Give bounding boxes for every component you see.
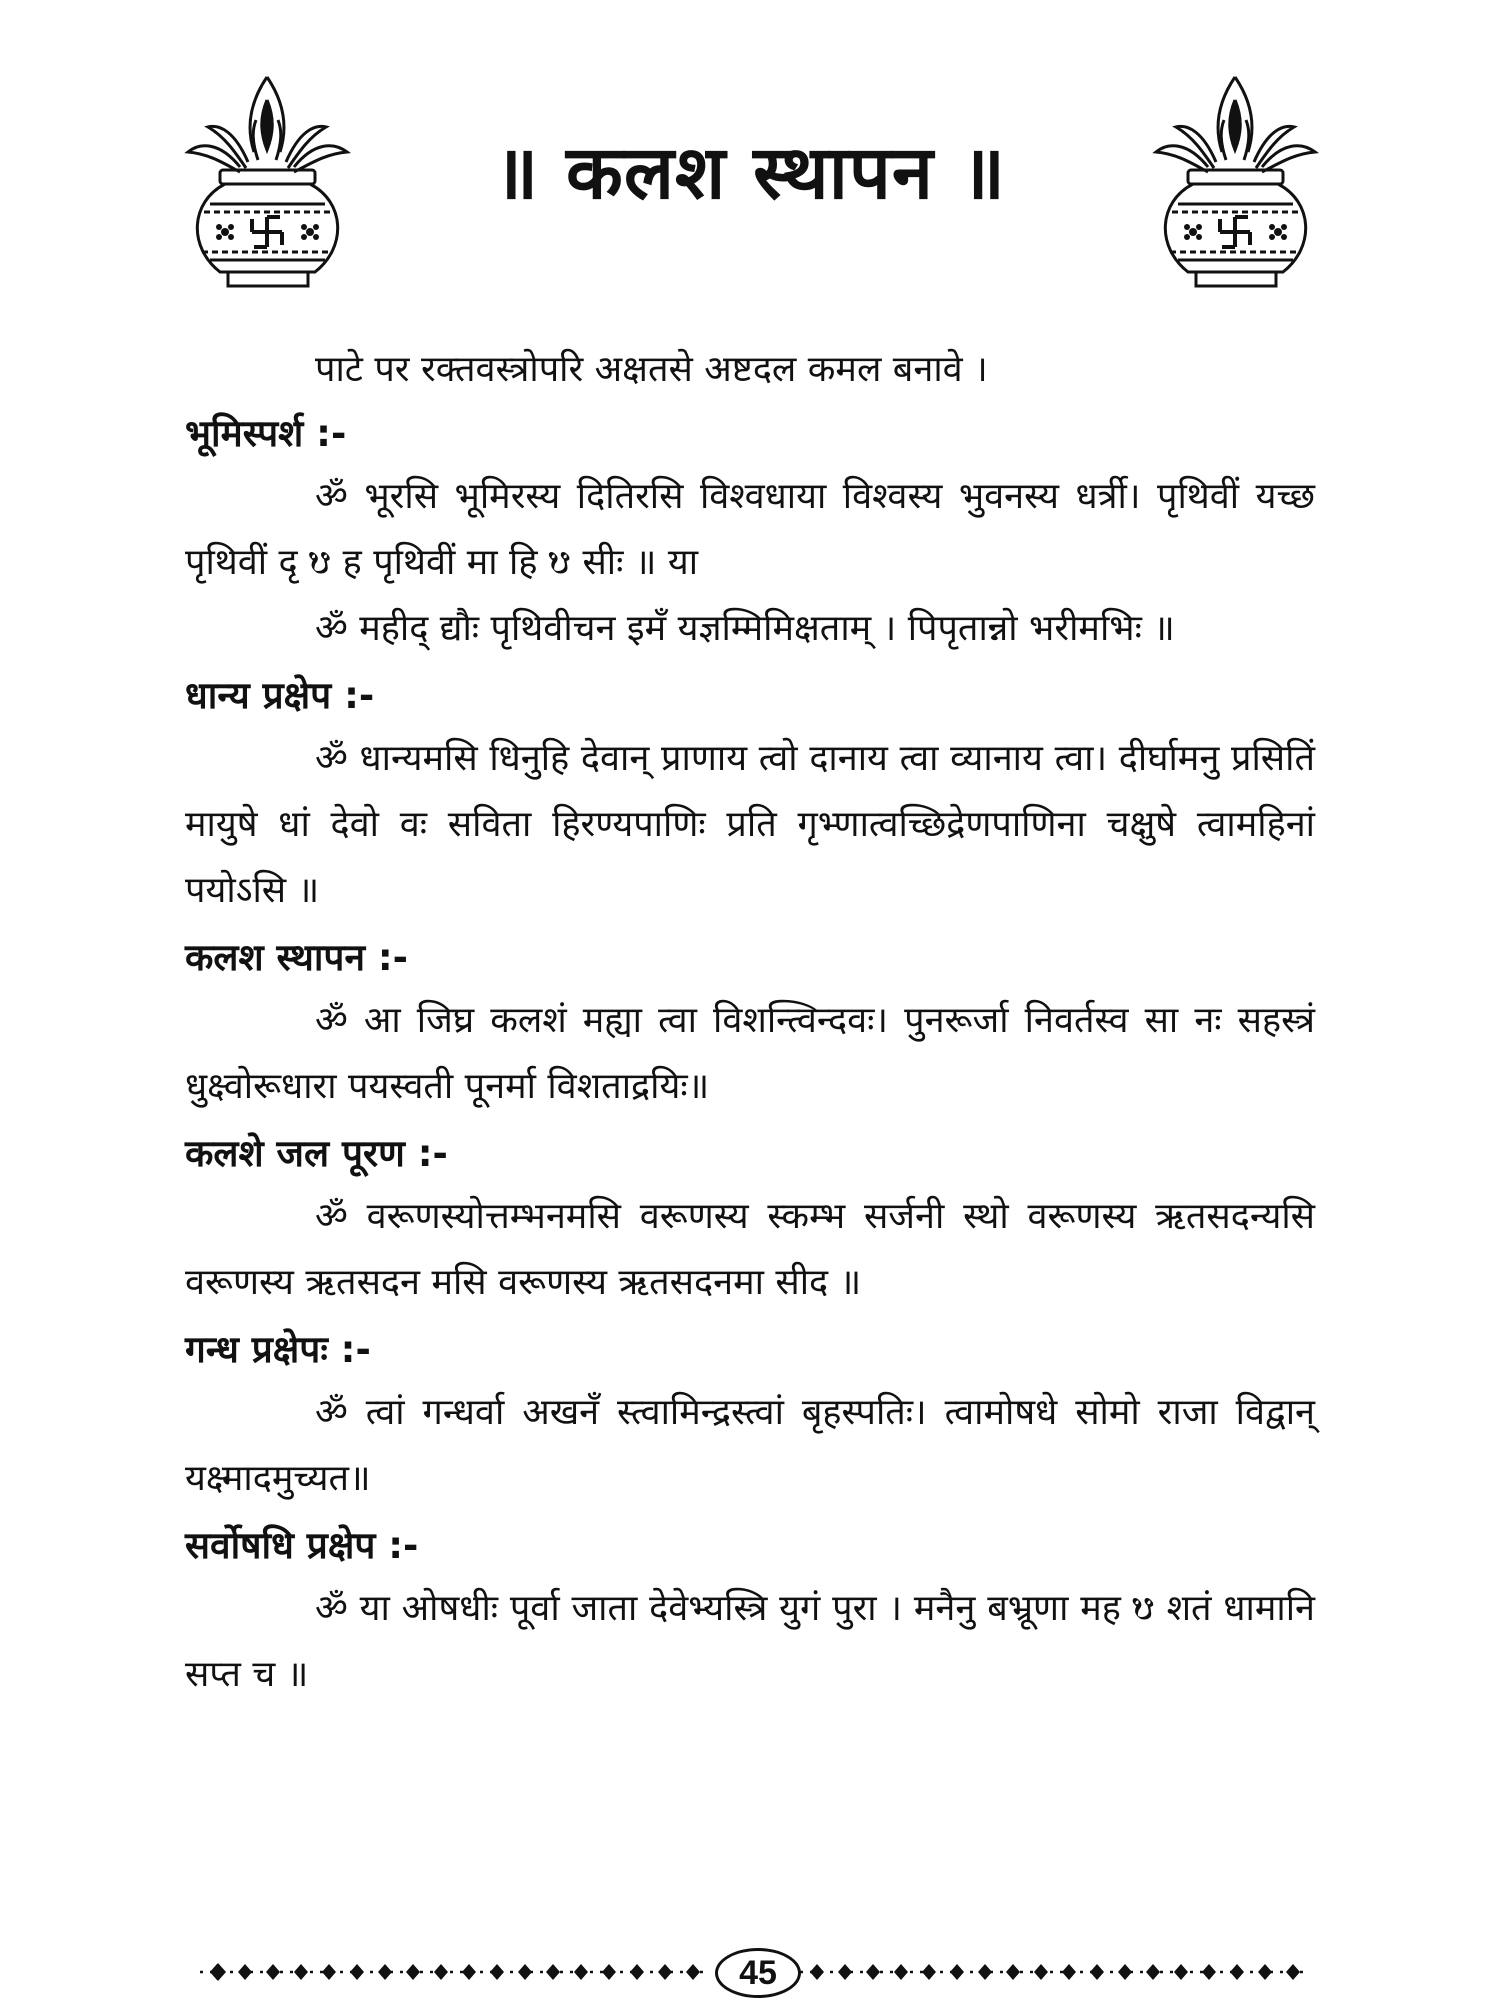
section-heading-gandh: गन्ध प्रक्षेपः :-: [185, 1328, 371, 1371]
page-number: 45: [715, 1948, 801, 1998]
decorative-border-left: [200, 1948, 710, 1996]
mantra-kalash: ॐ आ जिघ्र कलशं मह्या त्वा विशन्त्विन्दवः। पुनरूर्जा निवर्तस्व सा नः सहस्त्रं धुक्ष्वोरूधारा पयस्वती पूनर्मा विशताद्रयिः॥: [185, 1000, 1315, 1107]
mantra-dhanya: ॐ धान्यमसि धिनुहि देवान् प्राणाय त्वो दानाय त्वा व्यानाय त्वा। दीर्घामनु प्रसितिं मायुषे धां देवो वः सविता हिरण्यपाणिः प्रति गृभ्णात्वच्छिद्रेणपाणिना चक्षुषे त्वामहिनां पयोऽसि ॥: [185, 738, 1315, 911]
page-header: [0, 0, 1500, 300]
section-heading-sarvoshadhi: सर्वोषधि प्रक्षेप :-: [185, 1524, 419, 1567]
mantra-sarvoshadhi: ॐ या ओषधीः पूर्वा जाता देवेभ्यस्त्रि युगं पुरा । मनैनु बभ्रूणा मह ᳪ शतं धामानि सप्त च ॥: [185, 1588, 1315, 1695]
page-footer: [200, 1948, 1310, 1996]
decorative-border-right: [800, 1948, 1310, 1996]
mantra-bhoomi-1: ॐ भूरसि भूमिरस्य दितिरसि विश्वधाया विश्वस्य भुवनस्य धर्त्री। पृथिवीं यच्छ पृथिवीं दृ ᳪ ह पृथिवीं मा हि ᳪ सीः ॥ या: [185, 476, 1315, 583]
section-heading-jal: कलशे जल पूरण :-: [185, 1132, 448, 1175]
section-heading-bhoomi: भूमिस्पर्श :-: [185, 412, 347, 455]
kalash-illustration-right: [1148, 72, 1323, 292]
mantra-bhoomi-2: ॐ महीद् द्यौः पृथिवीचन इमँ यज्ञम्मिमिक्षताम् । पिपृतान्नो भरीमभिः ॥: [315, 608, 1175, 649]
mantra-gandh: ॐ त्वां गन्धर्वा अखनँ स्त्वामिन्द्रस्त्वां बृहस्पतिः। त्वामोषधे सोमो राजा विद्वान् यक्ष्मादमुच्यत॥: [185, 1392, 1315, 1499]
page-body: [185, 340, 1315, 1708]
page-title: ॥ कलश स्थापन ॥: [493, 130, 1007, 216]
kalash-illustration-left: [180, 72, 355, 292]
section-heading-kalash: कलश स्थापन :-: [185, 936, 409, 979]
intro-text: पाटे पर रक्तवस्त्रोपरि अक्षतसे अष्टदल कमल बनावे ।: [315, 349, 988, 390]
mantra-jal: ॐ वरूणस्योत्तम्भनमसि वरूणस्य स्कम्भ सर्जनी स्थो वरूणस्य ऋतसदन्यसि वरूणस्य ऋतसदन मसि वरूणस्य ऋतसदनमा सीद ॥: [185, 1196, 1315, 1303]
section-heading-dhanya: धान्य प्रक्षेप :-: [185, 674, 375, 717]
